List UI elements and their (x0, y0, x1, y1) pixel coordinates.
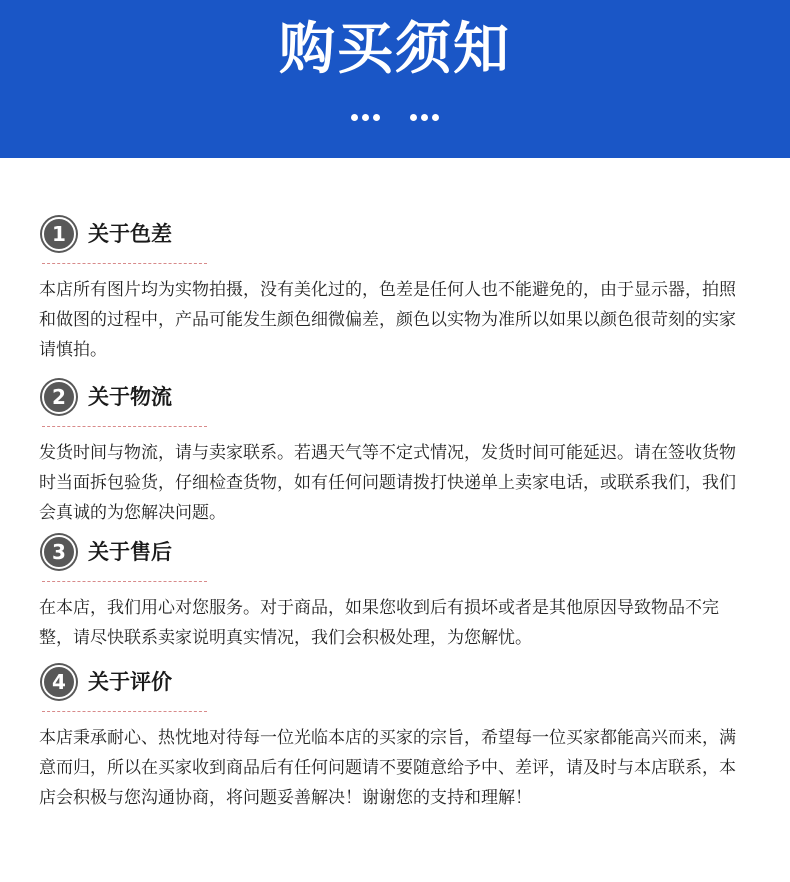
dashed-divider (42, 581, 207, 582)
dot-icon (421, 114, 428, 121)
dot-group-right (408, 106, 441, 125)
dot-icon (432, 114, 439, 121)
dot-icon (362, 114, 369, 121)
number-badge: 4 (42, 665, 76, 699)
section-title: 关于评价 (88, 670, 172, 694)
section-body: 在本店，我们用心对您服务。对于商品，如果您收到后有损坏或者是其他原因导致物品不完整，请尽快联系卖家说明真实情况，我们会积极处理，为您解忧。 (39, 598, 719, 648)
number-badge: 2 (42, 380, 76, 414)
page-title: 购买须知 (279, 17, 511, 82)
header-banner (0, 0, 790, 158)
dot-icon (373, 114, 380, 121)
dot-icon (410, 114, 417, 121)
dot-group-left (349, 106, 382, 125)
section-body: 发货时间与物流，请与卖家联系。若遇天气等不定式情况，发货时间可能延迟。请在签收货物时当面拆包验货，仔细检查货物，如有任何问题请拨打快递单上卖家电话，或联系我们，我们会真诚的为您解决问题。 (39, 443, 736, 523)
number-badge: 3 (42, 535, 76, 569)
section-title: 关于售后 (88, 540, 172, 564)
section-title: 关于物流 (88, 385, 172, 409)
section-body: 本店所有图片均为实物拍摄，没有美化过的，色差是任何人也不能避免的，由于显示器，拍照和做图的过程中，产品可能发生颜色细微偏差，颜色以实物为准所以如果以颜色很苛刻的实家请慎拍。 (39, 280, 736, 360)
number-badge: 1 (42, 217, 76, 251)
dot-icon (351, 114, 358, 121)
decorative-dots (0, 106, 790, 116)
dashed-divider (42, 263, 207, 264)
section-body: 本店秉承耐心、热忱地对待每一位光临本店的买家的宗旨，希望每一位买家都能高兴而来，满意而归，所以在买家收到商品后有任何问题请不要随意给予中、差评，请及时与本店联系，本店会积极与您沟通协商，将问题妥善解决！谢谢您的支持和理解！ (39, 728, 736, 808)
section-title: 关于色差 (88, 222, 172, 246)
dashed-divider (42, 426, 207, 427)
dashed-divider (42, 711, 207, 712)
